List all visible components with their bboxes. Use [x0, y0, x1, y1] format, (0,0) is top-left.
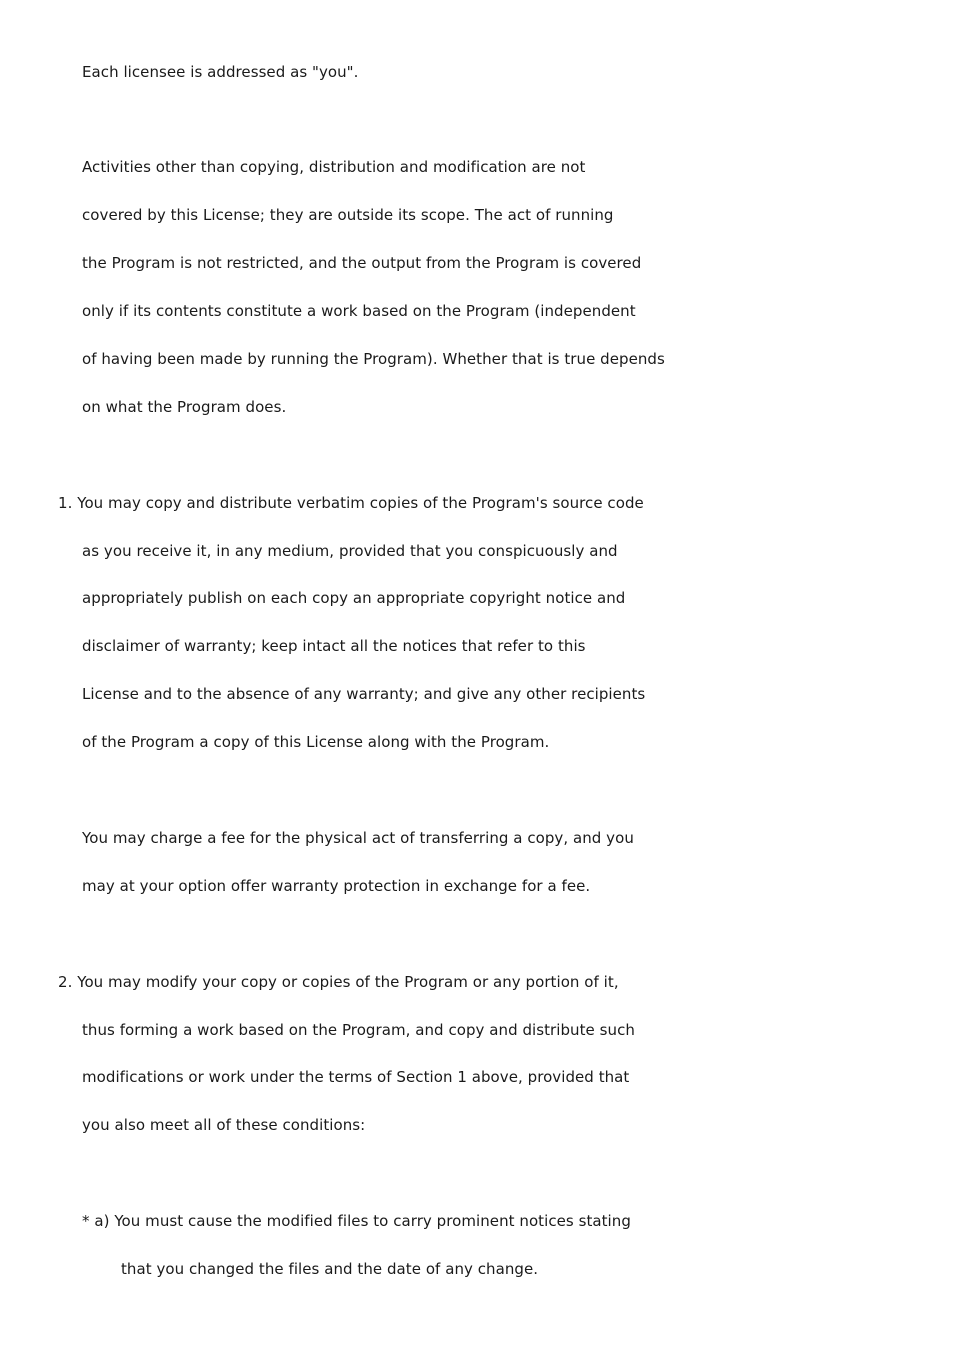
text-line: as you receive it, in any medium, provided that you conspicuously and [82, 542, 618, 560]
text-line: only if its contents constitute a work based on the Program (independent [82, 302, 636, 320]
text-line: covered by this License; they are outside its scope. The act of running [82, 206, 614, 224]
section-2-first-line: 2. You may modify your copy or copies of the Program or any portion of it, [58, 973, 619, 991]
text-line: you also meet all of these conditions: [82, 1116, 366, 1134]
text-line: the Program is not restricted, and the output from the Program is covered [82, 254, 642, 272]
text-line: of having been made by running the Program). Whether that is true depends [82, 350, 665, 368]
text-line: of the Program a copy of this License along with the Program. [82, 733, 550, 751]
text-line: Activities other than copying, distribution and modification are not [82, 158, 586, 176]
text-line: appropriately publish on each copy an appropriate copyright notice and [82, 589, 626, 607]
text-line: modifications or work under the terms of Section 1 above, provided that [82, 1068, 630, 1086]
text-line: that you changed the files and the date of any change. [121, 1260, 539, 1278]
condition-a-first-line: * a) You must cause the modified files to carry prominent notices stating [82, 1212, 631, 1230]
text-line: may at your option offer warranty protection in exchange for a fee. [82, 877, 591, 895]
text-line: You may charge a fee for the physical act of transferring a copy, and you [82, 829, 634, 847]
text-line: disclaimer of warranty; keep intact all the notices that refer to this [82, 637, 586, 655]
text-line: on what the Program does. [82, 398, 287, 416]
text-line: License and to the absence of any warranty; and give any other recipients [82, 685, 646, 703]
text-line: thus forming a work based on the Program, and copy and distribute such [82, 1021, 635, 1039]
section-1-first-line: 1. You may copy and distribute verbatim copies of the Program's source code [58, 494, 644, 512]
text-line: Each licensee is addressed as "you". [82, 63, 359, 81]
